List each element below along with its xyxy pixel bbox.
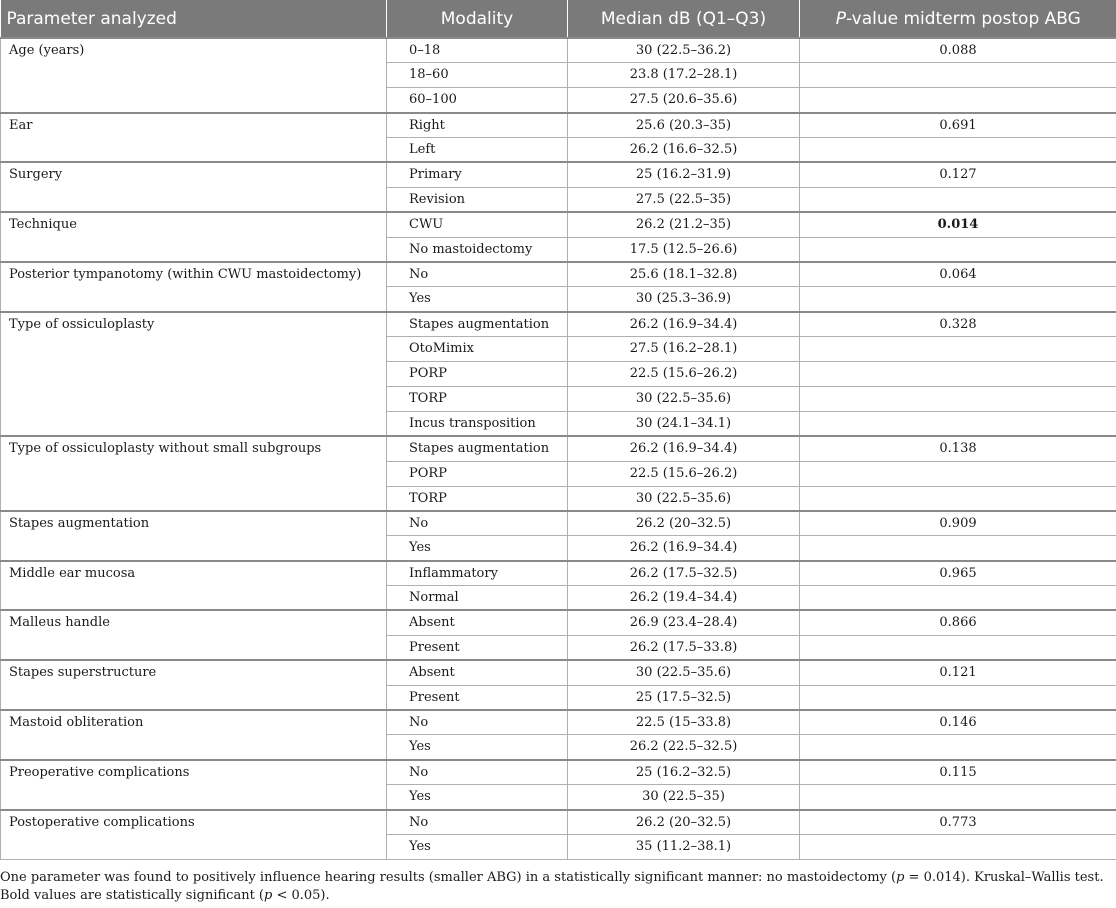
modality-cell: Stapes augmentation [387,436,568,461]
pvalue-cell: 0.773 [800,810,1116,835]
modality-cell: No [387,760,568,785]
median-cell: 26.2 (17.5–33.8) [568,635,800,660]
pvalue-cell [800,735,1116,760]
table-row [1,436,1116,461]
pvalue-cell [800,88,1116,113]
modality-cell: CWU [387,212,568,237]
header-median: Median dB (Q1–Q3) [568,0,800,38]
modality-cell: No [387,810,568,835]
table-header-row [1,0,1116,38]
parameter-cell: Technique [1,212,387,262]
pvalue-cell: 0.146 [800,710,1116,735]
modality-cell: 0–18 [387,38,568,63]
modality-cell: No [387,511,568,536]
pvalue-cell [800,785,1116,810]
modality-cell: No mastoidectomy [387,237,568,262]
table-body [1,38,1116,859]
table-row [1,710,1116,735]
pvalue-cell: 0.965 [800,561,1116,586]
modality-cell: Yes [387,287,568,312]
modality-cell: Yes [387,536,568,561]
median-cell: 22.5 (15–33.8) [568,710,800,735]
parameter-cell: Surgery [1,162,387,212]
pvalue-cell: 0.014 [800,212,1116,237]
header-pvalue-rest: -value midterm postop ABG [845,8,1081,29]
table-row [1,312,1116,337]
median-cell: 26.2 (19.4–34.4) [568,586,800,611]
modality-cell: Left [387,138,568,163]
parameter-cell: Preoperative complications [1,760,387,810]
footnote-2-text-b: < 0.05). [272,888,330,903]
pvalue-cell [800,835,1116,860]
modality-cell: PORP [387,461,568,486]
median-cell: 26.2 (16.9–34.4) [568,312,800,337]
modality-cell: 60–100 [387,88,568,113]
pvalue-cell [800,685,1116,710]
modality-cell: Yes [387,735,568,760]
parameter-cell: Mastoid obliteration [1,710,387,760]
median-cell: 26.2 (20–32.5) [568,511,800,536]
pvalue-cell [800,386,1116,411]
pvalue-cell [800,635,1116,660]
median-cell: 30 (24.1–34.1) [568,411,800,436]
table-footnotes [0,869,1116,905]
pvalue-cell [800,486,1116,511]
pvalue-cell: 0.088 [800,38,1116,63]
modality-cell: Yes [387,835,568,860]
modality-cell: Absent [387,660,568,685]
modality-cell: TORP [387,386,568,411]
median-cell: 30 (22.5–35) [568,785,800,810]
pvalue-cell [800,536,1116,561]
parameter-cell: Postoperative complications [1,810,387,860]
median-cell: 30 (22.5–35.6) [568,386,800,411]
table-row [1,760,1116,785]
pvalue-cell: 0.115 [800,760,1116,785]
footnote-1-p: p [896,870,905,885]
pvalue-cell [800,586,1116,611]
median-cell: 30 (25.3–36.9) [568,287,800,312]
footnote-line-1 [0,869,1116,887]
parameter-cell: Posterior tympanotomy (within CWU mastoidectomy) [1,262,387,312]
median-cell: 25 (17.5–32.5) [568,685,800,710]
modality-cell: Primary [387,162,568,187]
pvalue-cell [800,411,1116,436]
median-cell: 27.5 (22.5–35) [568,187,800,212]
pvalue-cell [800,337,1116,362]
modality-cell: Right [387,113,568,138]
pvalue-cell: 0.328 [800,312,1116,337]
table-row [1,610,1116,635]
modality-cell: Present [387,635,568,660]
parameter-cell: Age (years) [1,38,387,113]
header-pvalue [800,0,1116,38]
footnote-line-2 [0,887,1116,905]
median-cell: 30 (22.5–35.6) [568,486,800,511]
table-row [1,38,1116,63]
median-cell: 25.6 (18.1–32.8) [568,262,800,287]
median-cell: 26.2 (17.5–32.5) [568,561,800,586]
median-cell: 26.2 (16.9–34.4) [568,536,800,561]
median-cell: 26.2 (22.5–32.5) [568,735,800,760]
median-cell: 30 (22.5–36.2) [568,38,800,63]
median-cell: 26.2 (21.2–35) [568,212,800,237]
footnote-1-text-b: = 0.014). Kruskal–Wallis test. [904,870,1104,885]
median-cell: 30 (22.5–35.6) [568,660,800,685]
modality-cell: No [387,262,568,287]
table-row [1,810,1116,835]
modality-cell: Present [387,685,568,710]
footnote-1-text-a: One parameter was found to positively influence hearing results (smaller ABG) in a statistically significant manner: no mastoidectomy ( [0,870,897,885]
footnote-2-p: p [264,888,273,903]
modality-cell: Inflammatory [387,561,568,586]
pvalue-cell [800,287,1116,312]
median-cell: 22.5 (15.6–26.2) [568,461,800,486]
table-row [1,561,1116,586]
pvalue-cell [800,187,1116,212]
parameter-cell: Malleus handle [1,610,387,660]
modality-cell: TORP [387,486,568,511]
table-row [1,212,1116,237]
median-cell: 35 (11.2–38.1) [568,835,800,860]
modality-cell: Stapes augmentation [387,312,568,337]
modality-cell: Incus transposition [387,411,568,436]
median-cell: 23.8 (17.2–28.1) [568,63,800,88]
parameter-cell: Ear [1,113,387,163]
modality-cell: Revision [387,187,568,212]
header-parameter: Parameter analyzed [1,0,387,38]
pvalue-cell: 0.691 [800,113,1116,138]
modality-cell: Absent [387,610,568,635]
parameter-cell: Stapes superstructure [1,660,387,710]
median-cell: 17.5 (12.5–26.6) [568,237,800,262]
table-row [1,262,1116,287]
modality-cell: 18–60 [387,63,568,88]
median-cell: 26.2 (16.6–32.5) [568,138,800,163]
median-cell: 22.5 (15.6–26.2) [568,362,800,387]
table-row [1,511,1116,536]
pvalue-cell: 0.866 [800,610,1116,635]
pvalue-cell: 0.121 [800,660,1116,685]
pvalue-cell [800,237,1116,262]
modality-cell: OtoMimix [387,337,568,362]
pvalue-cell: 0.127 [800,162,1116,187]
header-modality: Modality [387,0,568,38]
median-cell: 25.6 (20.3–35) [568,113,800,138]
parameter-cell: Middle ear mucosa [1,561,387,611]
footnote-2-text-a: Bold values are statistically significant ( [0,888,264,903]
median-cell: 26.2 (20–32.5) [568,810,800,835]
parameter-cell: Type of ossiculoplasty [1,312,387,436]
pvalue-cell: 0.909 [800,511,1116,536]
median-cell: 27.5 (16.2–28.1) [568,337,800,362]
pvalue-cell [800,362,1116,387]
modality-cell: No [387,710,568,735]
median-cell: 26.2 (16.9–34.4) [568,436,800,461]
median-cell: 26.9 (23.4–28.4) [568,610,800,635]
table-row [1,113,1116,138]
modality-cell: Normal [387,586,568,611]
pvalue-cell [800,63,1116,88]
header-pvalue-italic: P [835,8,846,29]
parameter-cell: Type of ossiculoplasty without small subgroups [1,436,387,511]
pvalue-cell: 0.138 [800,436,1116,461]
median-cell: 25 (16.2–32.5) [568,760,800,785]
pvalue-cell [800,138,1116,163]
table-row [1,162,1116,187]
modality-cell: PORP [387,362,568,387]
modality-cell: Yes [387,785,568,810]
median-cell: 27.5 (20.6–35.6) [568,88,800,113]
parameter-cell: Stapes augmentation [1,511,387,561]
pvalue-cell: 0.064 [800,262,1116,287]
table-row [1,660,1116,685]
median-cell: 25 (16.2–31.9) [568,162,800,187]
pvalue-cell [800,461,1116,486]
